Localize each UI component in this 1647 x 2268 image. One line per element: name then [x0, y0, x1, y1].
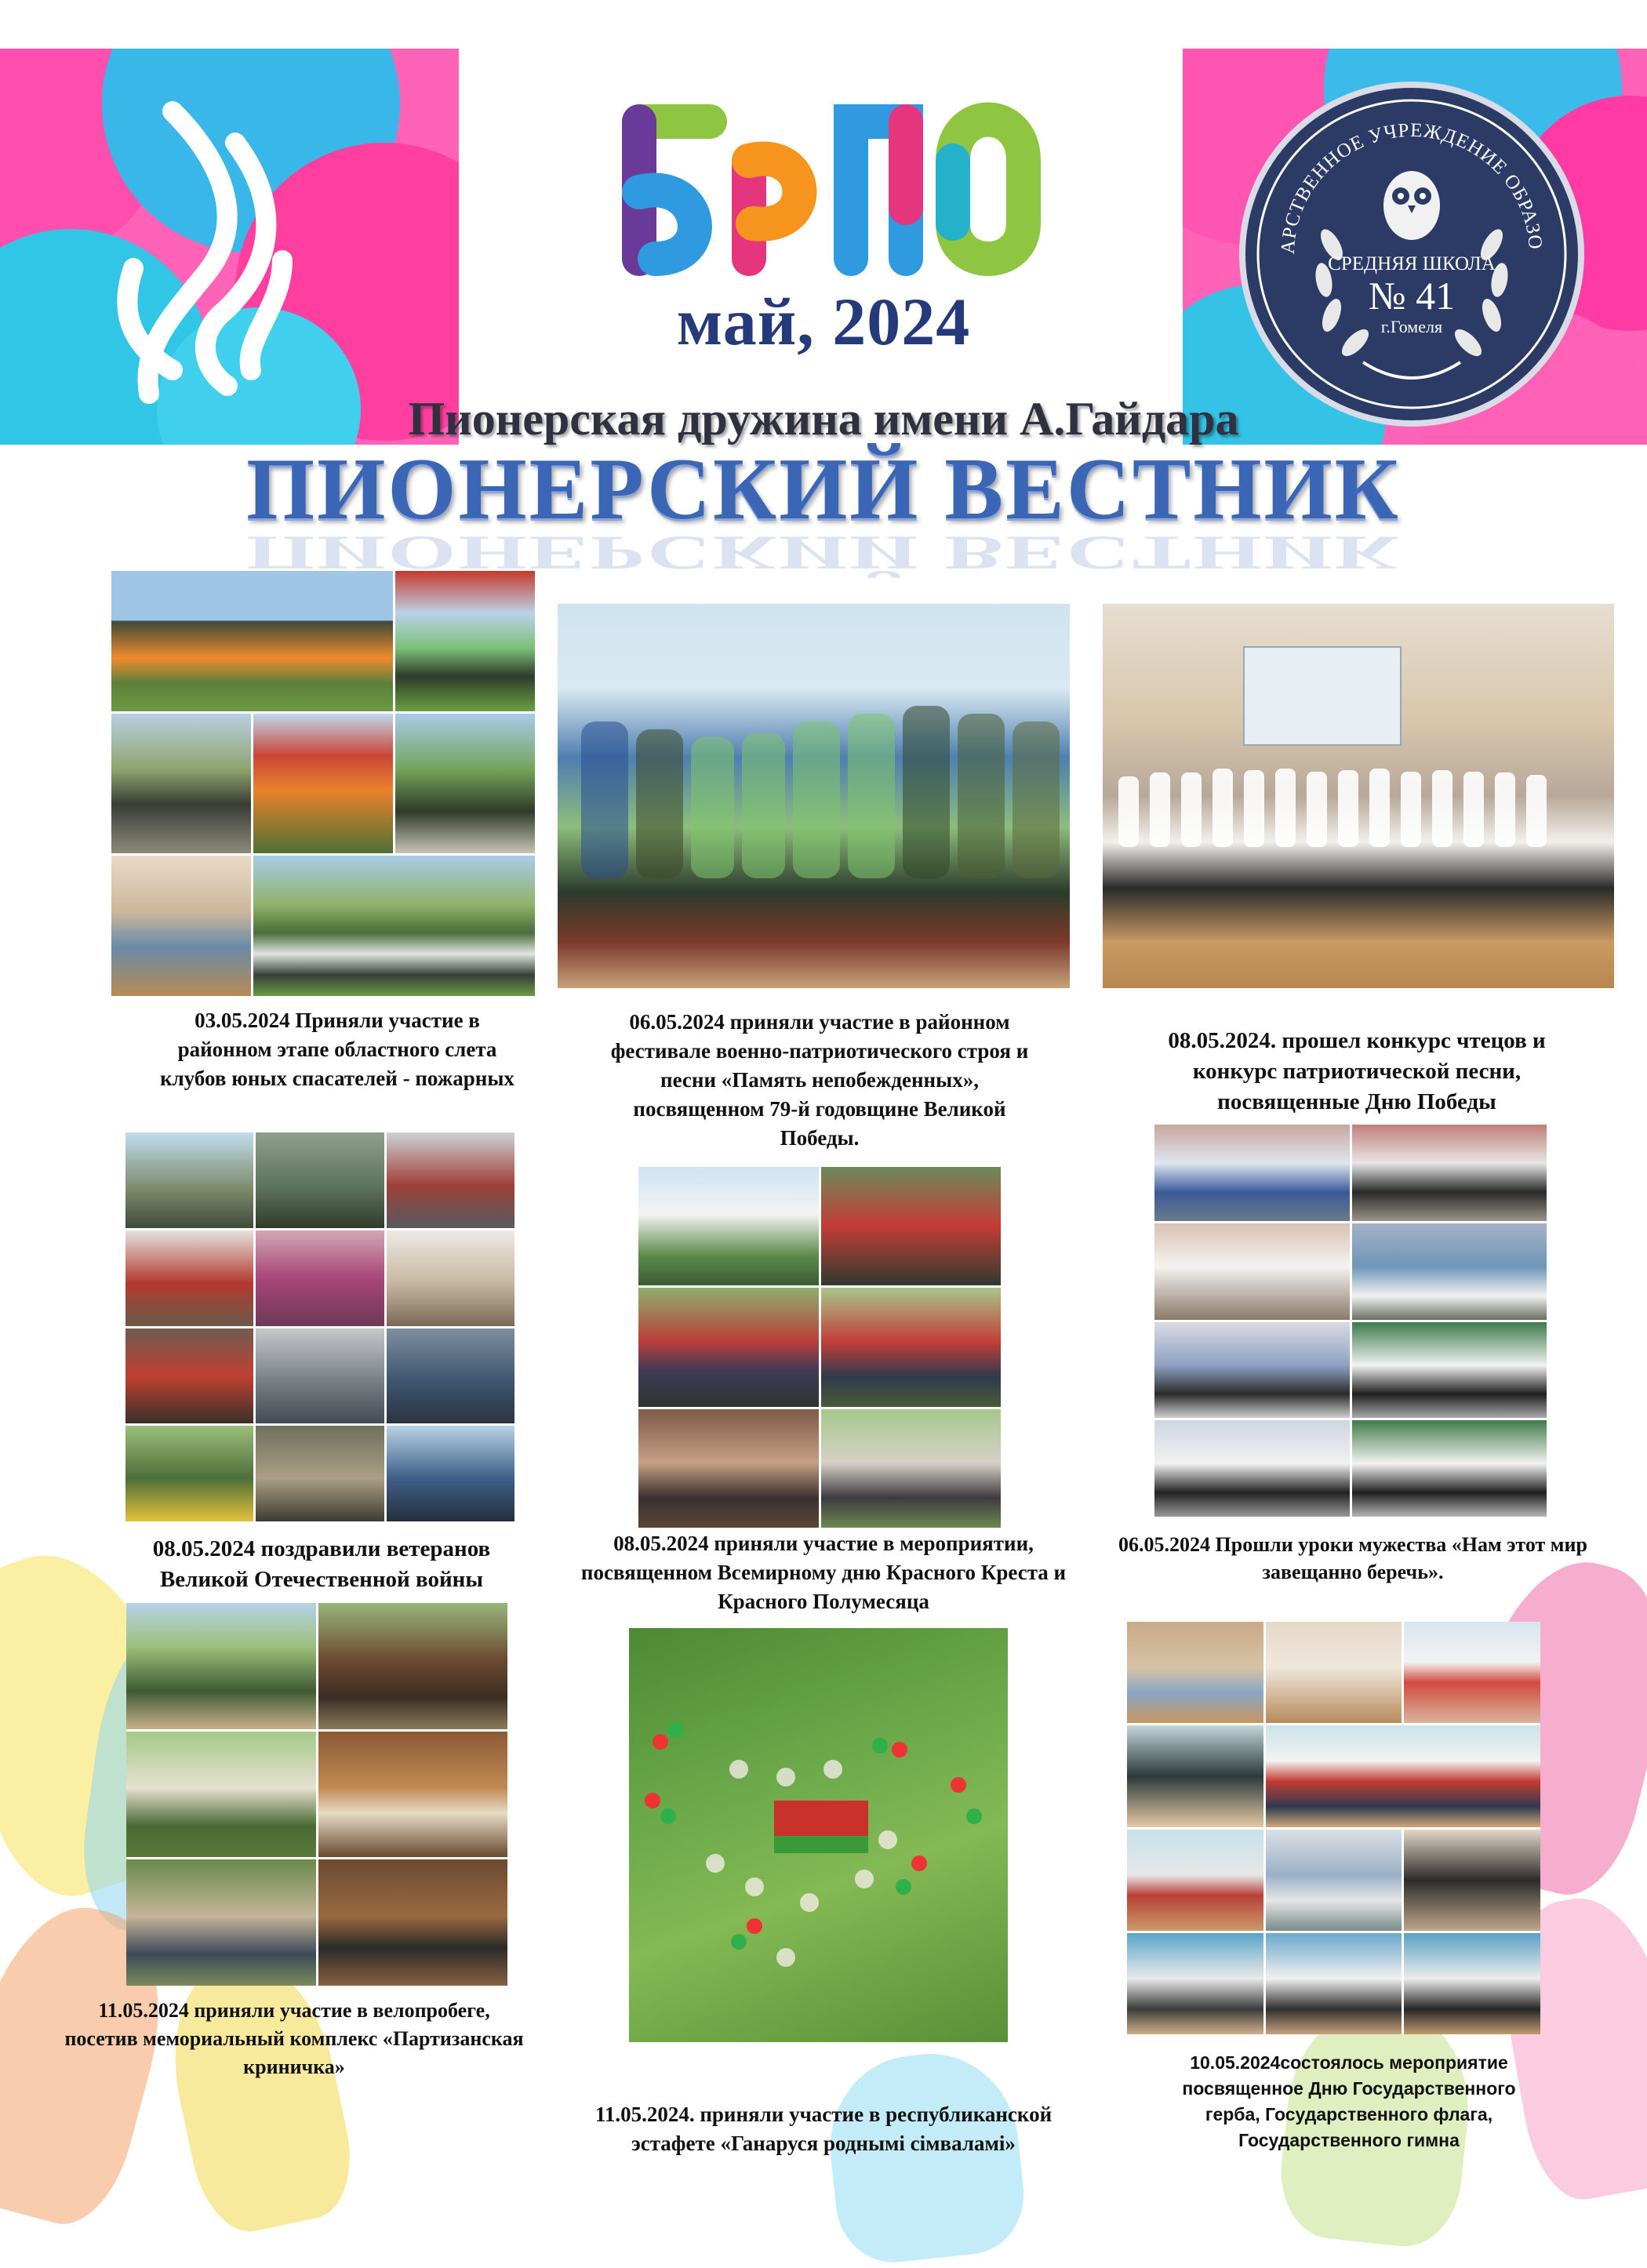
owl-icon	[1383, 171, 1440, 240]
seal-number: № 41	[1368, 274, 1456, 318]
seal-city: г.Гомеля	[1380, 317, 1443, 336]
pioneer-flame-logo	[86, 88, 345, 417]
photo-collage-red-cross	[638, 1167, 1001, 1528]
caption-veterans: 08.05.2024 поздравили ветеранов Великой Отечественной войны	[152, 1536, 491, 1592]
issue-date: май, 2024	[676, 284, 971, 359]
seal-school: СРЕДНЯЯ ШКОЛА	[1328, 253, 1496, 274]
druzhina-name: Пионерская дружина имени А.Гайдара	[408, 393, 1239, 445]
caption-state-symbols: 10.05.2024состоялось мероприятие посвященное Дню Государственного герба, Государственного флага, Государственного гимна	[1182, 2052, 1516, 2150]
photo-readers-contest	[1103, 604, 1614, 988]
caption-red-cross: 08.05.2024 приняли участие в мероприятии, посвященном Всемирному дню Красного Креста и Красного Полумесяца	[580, 1532, 1067, 1613]
school-seal	[1239, 82, 1584, 427]
photo-collage-veterans	[125, 1132, 514, 1521]
brpo-logo	[608, 75, 1047, 298]
photo-collage-state-symbols	[1127, 1622, 1540, 2034]
caption-military-song-festival: 06.05.2024 приняли участие в районном фестивале военно-патриотического строя и песни «Память непобежденных», посвященном 79-й годовщине Великой Победы.	[610, 1010, 1029, 1150]
photo-collage-courage-lessons	[1154, 1125, 1547, 1517]
photo-collage-rescuers	[111, 571, 535, 996]
caption-relay-symbols: 11.05.2024. приняли участие в республиканской эстафете «Ганаруся роднымі сімваламі»	[594, 2103, 1053, 2155]
caption-rescuers: 03.05.2024 Приняли участие в районном этапе областного слета клубов юных спасателей - пожарных	[160, 1009, 514, 1090]
caption-readers-contest: 08.05.2024. прошел конкурс чтецов и конкурс патриотической песни, посвященные Дню Победы	[1168, 1028, 1546, 1114]
newsletter-title: ПИОНЕРСКИЙ ВЕСТНИК	[246, 441, 1401, 538]
newsletter-title-reflection: ПИОНЕРСКИЙ ВЕСТНИК	[246, 525, 1401, 580]
seal-ring-text: АРСТВЕННОЕ УЧРЕЖДЕНИЕ ОБРАЗО	[1277, 119, 1547, 255]
header-balloons-right	[1183, 49, 1647, 445]
photo-relay-symbols	[629, 1628, 1008, 2042]
caption-bike-ride: 11.05.2024 приняли участие в велопробеге, посетив мемориальный комплекс «Партизанская криничка»	[64, 1999, 524, 2078]
photo-military-song-festival	[558, 604, 1070, 988]
header-balloons-left	[0, 49, 459, 445]
photo-collage-bike-ride	[126, 1603, 507, 1986]
caption-courage-lessons: 06.05.2024 Прошли уроки мужества «Нам этот мир завещанно беречь».	[1118, 1533, 1587, 1583]
